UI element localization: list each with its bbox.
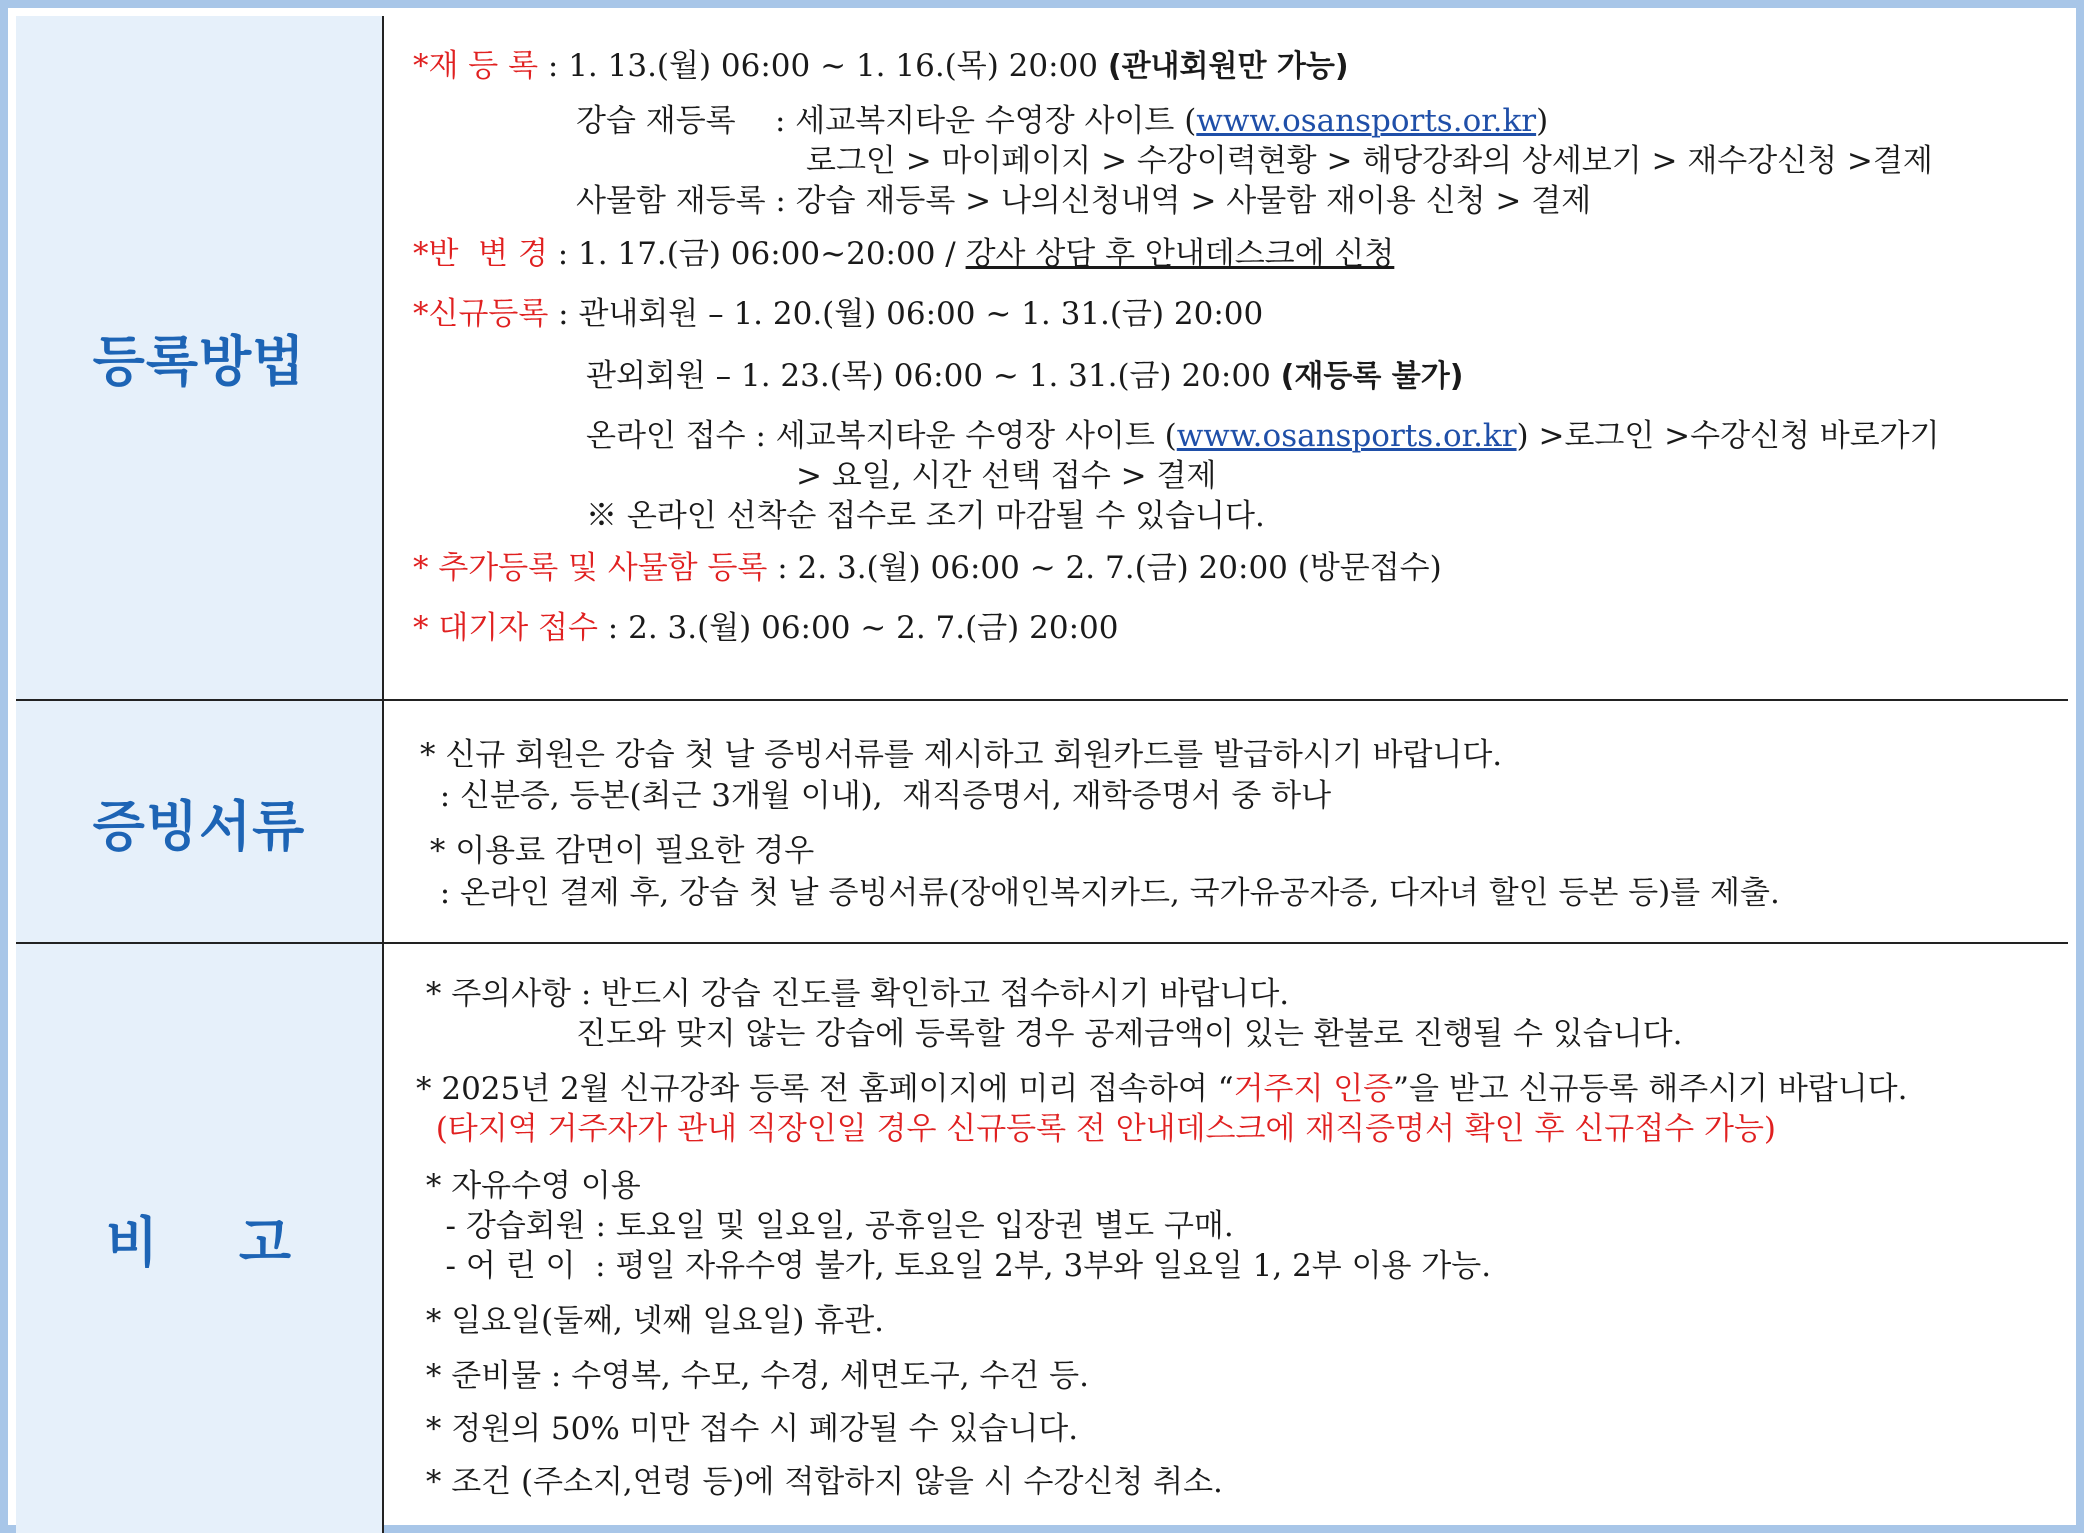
online-line: 온라인 접수 : 세교복지타운 수영장 사이트 (www.osansports.or.kr) >로그인 >수강신청 바로가기: [586, 418, 1940, 454]
online-note: ※ 온라인 선착순 접수로 조기 마감될 수 있습니다.: [586, 498, 1265, 534]
closed-days: * 일요일(둘째, 넷째 일요일) 휴관.: [416, 1303, 885, 1339]
extra-registration-title: 추가등록 및 사물함 등록: [428, 550, 768, 586]
registration-label: 등록방법: [92, 330, 306, 393]
documents-row: [16, 699, 2068, 944]
new-registration-title: 신규등록: [428, 296, 549, 332]
lesson-rereg-path: 로그인 > 마이페이지 > 수강이력현황 > 해당강좌의 상세보기 > 재수강신청 >결제: [806, 143, 1933, 179]
registration-label-cell: [16, 16, 384, 699]
site-link-2[interactable]: www.osansports.or.kr: [1176, 418, 1517, 454]
conditions-notice: * 조건 (주소지,연령 등)에 적합하지 않을 시 수강신청 취소.: [416, 1464, 1223, 1500]
documents-line-1: * 신규 회원은 강습 첫 날 증빙서류를 제시하고 회원카드를 발급하시기 바랍니다.: [420, 737, 1503, 773]
supplies: * 준비물 : 수영복, 수모, 수경, 세면도구, 수건 등.: [416, 1358, 1089, 1394]
documents-label-cell: [16, 701, 384, 944]
documents-line-4: : 온라인 결제 후, 강습 첫 날 증빙서류(장애인복지카드, 국가유공자증, 다자녀 할인 등본 등)를 제출.: [420, 875, 1780, 911]
rereg-line: *재 등 록 : 1. 13.(월) 06:00 ~ 1. 16.(목) 20:00 (관내회원만 가능): [413, 48, 1349, 84]
free-swim-members: - 강습회원 : 토요일 및 일요일, 공휴일은 입장권 별도 구매.: [416, 1208, 1234, 1244]
documents-content: [396, 701, 2068, 944]
locker-rereg-line: 사물함 재등록 : 강습 재등록 > 나의신청내역 > 사물함 재이용 신청 > 결제: [576, 183, 1592, 219]
residence-cert-note: (타지역 거주자가 관내 직장인일 경우 신규등록 전 안내데스크에 재직증명서 확인 후 신규접수 가능): [416, 1111, 1776, 1147]
cancel-notice: * 정원의 50% 미만 접수 시 폐강될 수 있습니다.: [416, 1411, 1079, 1447]
remarks-label-cell: [16, 944, 384, 1533]
site-link[interactable]: www.osansports.or.kr: [1196, 103, 1537, 139]
registration-content: [396, 16, 2068, 699]
free-swim-title: * 자유수영 이용: [416, 1168, 641, 1204]
documents-line-3: * 이용료 감면이 필요한 경우: [420, 833, 815, 869]
outside-member-line: 관외회원 – 1. 23.(목) 06:00 ~ 1. 31.(금) 20:00 (재등록 불가): [586, 358, 1464, 394]
remarks-content: [396, 944, 2068, 1533]
lesson-rereg-line: 강습 재등록 : 세교복지타운 수영장 사이트 (www.osansports.or.kr): [576, 103, 1549, 139]
online-path: > 요일, 시간 선택 접수 > 결제: [796, 458, 1217, 494]
residence-cert-line: * 2025년 2월 신규강좌 등록 전 홈페이지에 미리 접속하여 “거주지 인증”을 받고 신규등록 해주시기 바랍니다.: [416, 1071, 1908, 1107]
remarks-label: 비 고: [105, 1211, 293, 1274]
caution-line-1: * 주의사항 : 반드시 강습 진도를 확인하고 접수하시기 바랍니다.: [416, 976, 1290, 1012]
extra-registration-line: * 추가등록 및 사물함 등록 : 2. 3.(월) 06:00 ~ 2. 7.(금) 20:00 (방문접수): [413, 550, 1442, 586]
waitlist-title: 대기자 접수: [428, 610, 598, 646]
rereg-title: 재 등 록: [428, 48, 539, 84]
new-registration-line: *신규등록 : 관내회원 – 1. 20.(월) 06:00 ~ 1. 31.(금) 20:00: [413, 296, 1264, 332]
free-swim-children: - 어 린 이 : 평일 자유수영 불가, 토요일 2부, 3부와 일요일 1, 2부 이용 가능.: [416, 1248, 1492, 1284]
caution-line-2: 진도와 맞지 않는 강습에 등록할 경우 공제금액이 있는 환불로 진행될 수 있습니다.: [576, 1016, 1683, 1052]
documents-label: 증빙서류: [92, 795, 306, 858]
remarks-row: [16, 942, 2068, 1533]
documents-line-2: : 신분증, 등본(최근 3개월 이내), 재직증명서, 재학증명서 중 하나: [420, 778, 1332, 814]
class-change-title: 반 변 경: [428, 236, 548, 272]
registration-row: [16, 16, 2068, 699]
waitlist-line: * 대기자 접수 : 2. 3.(월) 06:00 ~ 2. 7.(금) 20:00: [413, 610, 1119, 646]
residence-cert-highlight: 거주지 인증: [1233, 1071, 1394, 1107]
class-change-line: *반 변 경 : 1. 17.(금) 06:00~20:00 / 강사 상담 후 안내데스크에 신청: [413, 236, 1395, 272]
